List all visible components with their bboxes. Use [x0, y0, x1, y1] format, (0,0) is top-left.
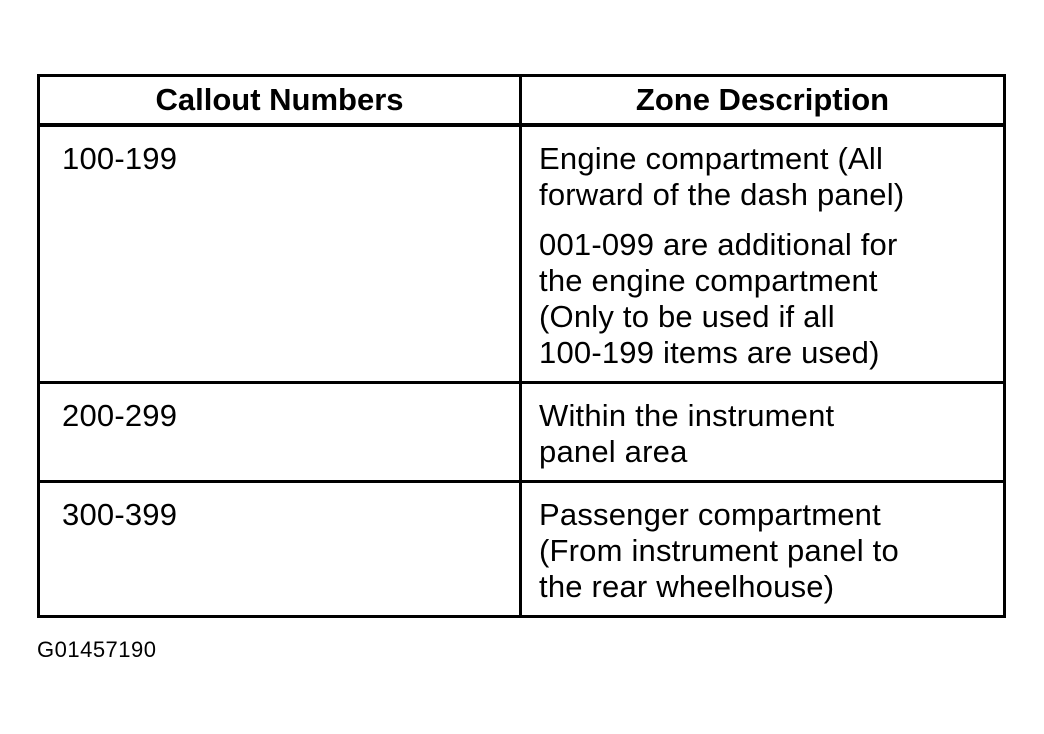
table-header-row: [39, 76, 1005, 126]
zone-description: [521, 383, 1005, 482]
figure-id: G01457190: [37, 637, 157, 662]
zone-description-text: Passenger compartment (From instrument panel to the rear wheelhouse): [539, 497, 899, 604]
callout-zone-table: [37, 74, 1006, 618]
zone-description-text: Within the instrument panel area: [539, 398, 835, 469]
callout-range: 100-199: [39, 125, 521, 383]
callout-range: 300-399: [39, 482, 521, 617]
table-row: [39, 125, 1005, 383]
table-row: [39, 482, 1005, 617]
table-row: [39, 383, 1005, 482]
zone-description-note: 001-099 are additional for the engine compartment (Only to be used if all 100-199 items are used): [539, 227, 898, 370]
zone-description-text: Engine compartment (All forward of the dash panel): [539, 141, 905, 212]
header-callout-numbers: Callout Numbers: [39, 76, 521, 126]
zone-description: [521, 482, 1005, 617]
callout-range: 200-299: [39, 383, 521, 482]
zone-description: [521, 125, 1005, 383]
header-zone-description: Zone Description: [521, 76, 1005, 126]
